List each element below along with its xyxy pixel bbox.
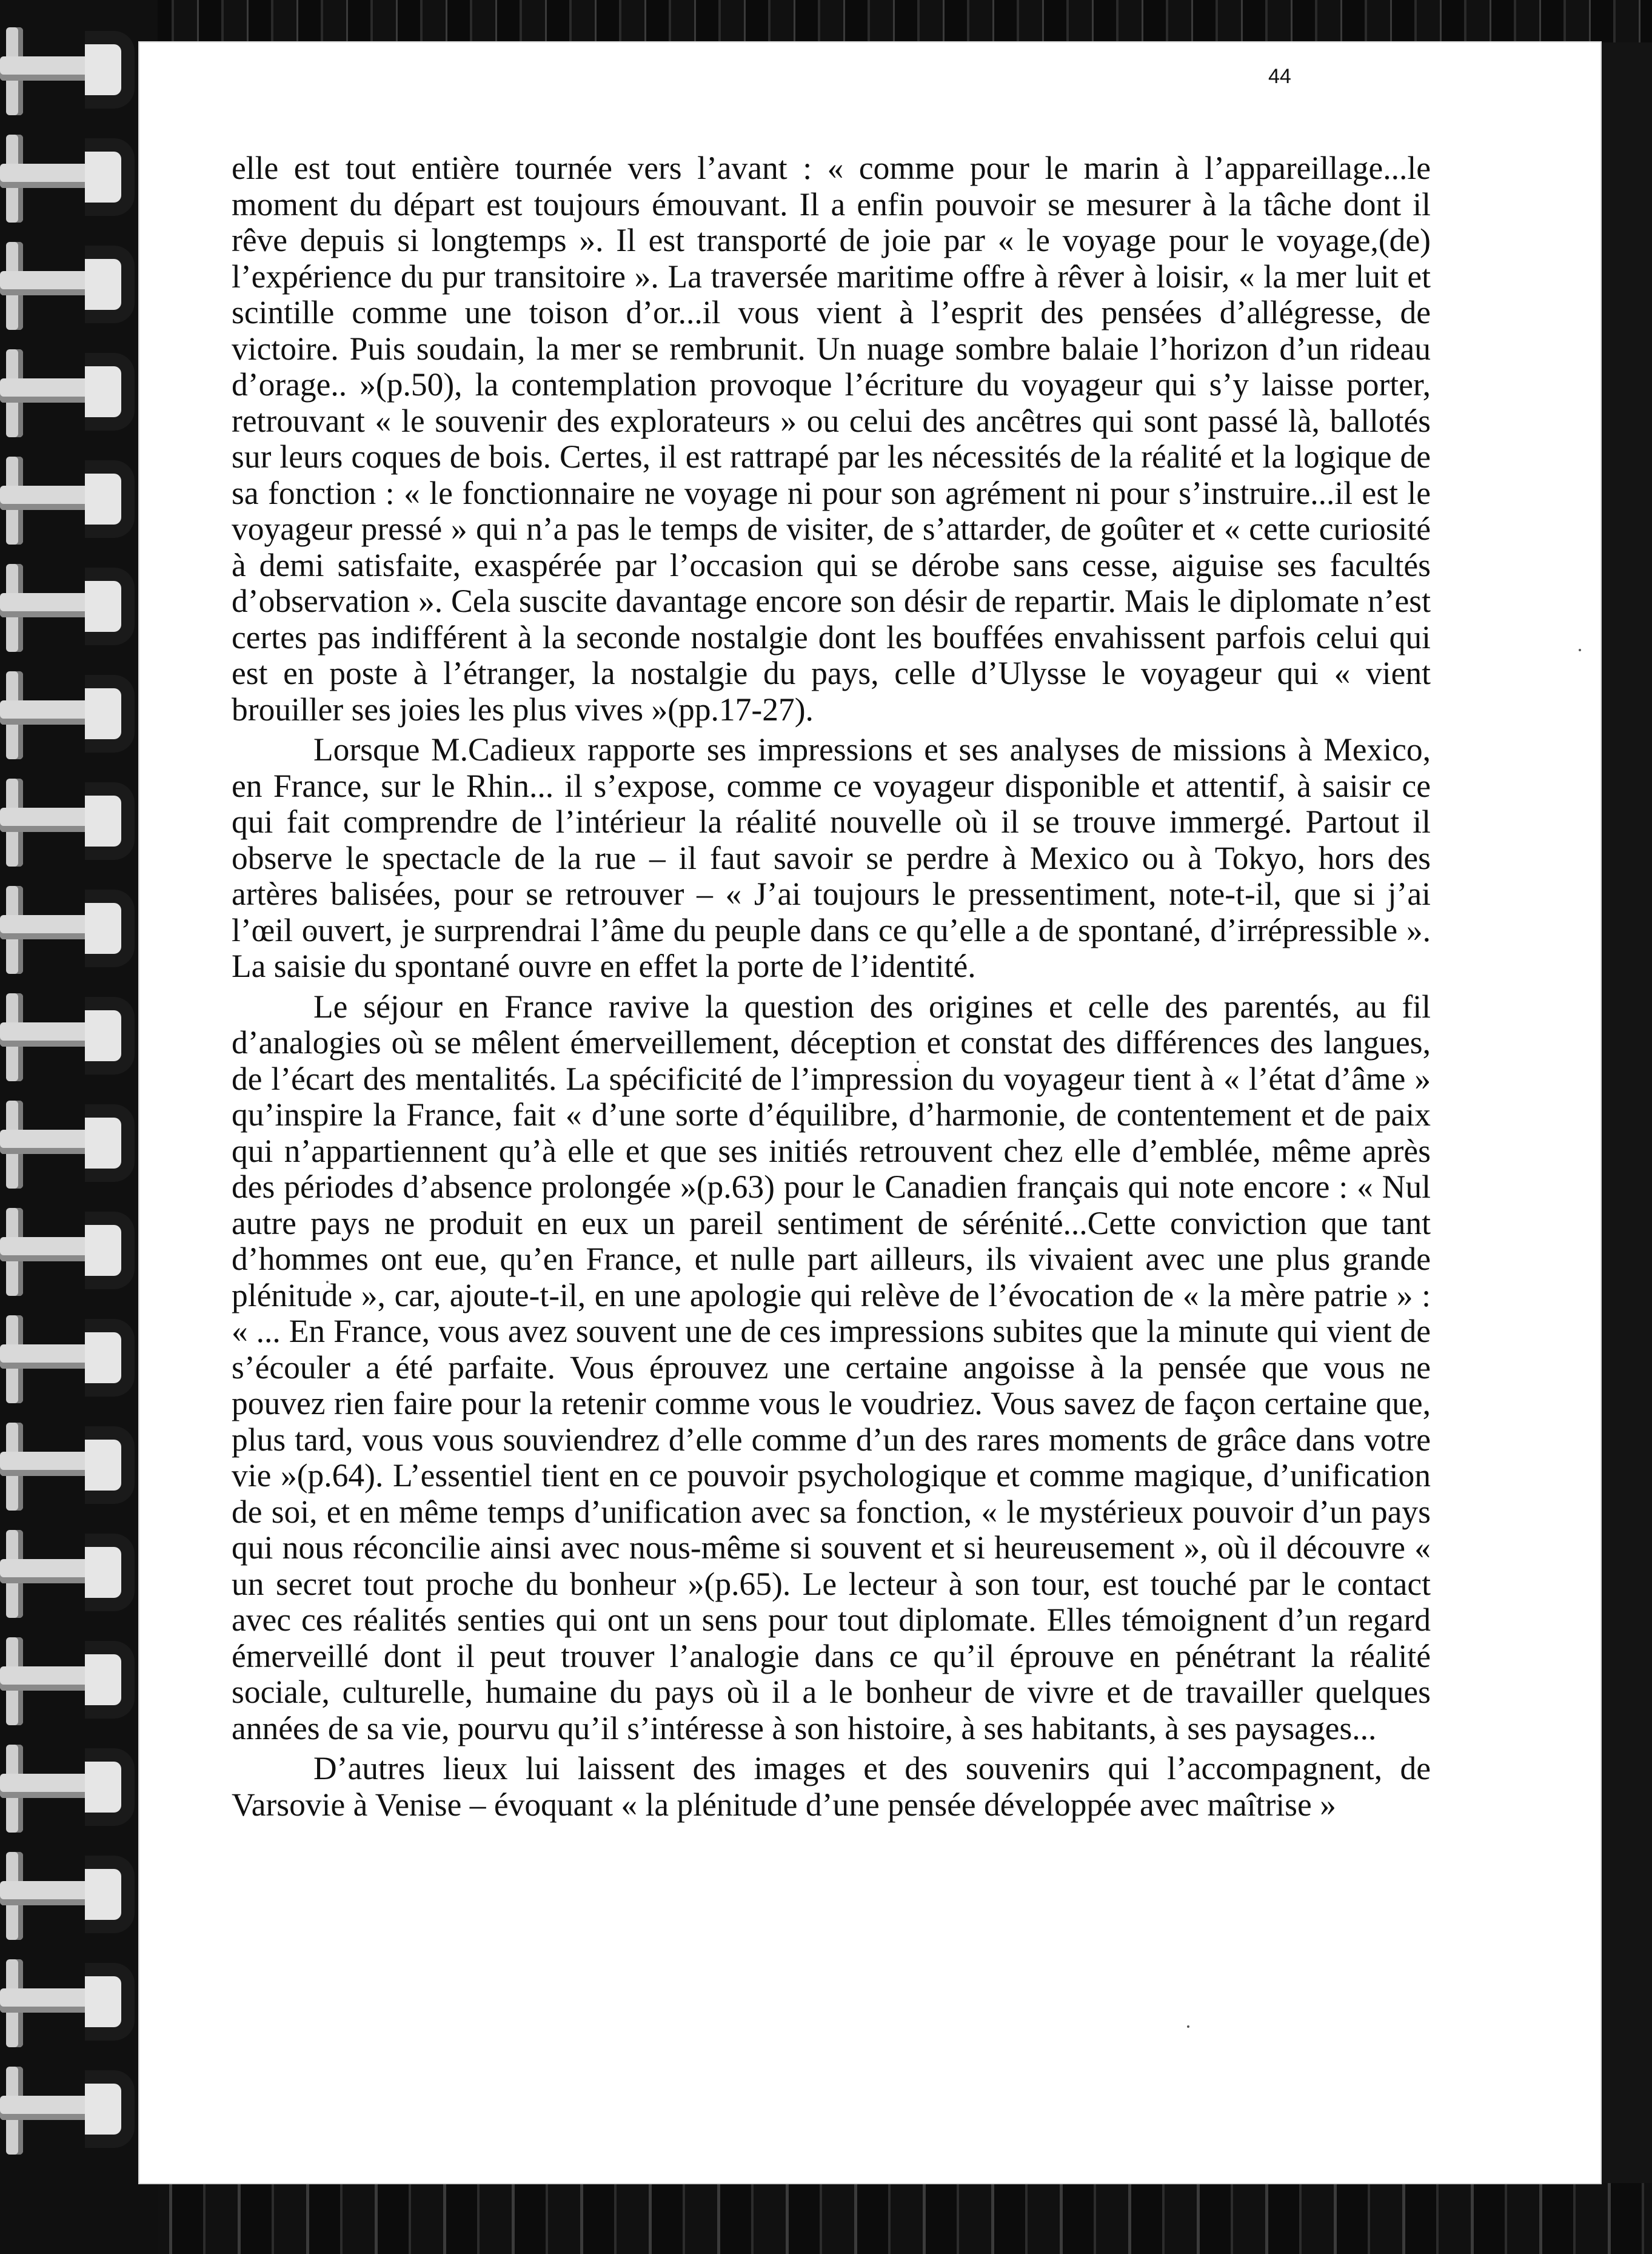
binding-coil (0, 779, 142, 867)
binding-coil (0, 1852, 142, 1940)
paragraph: elle est tout entière tournée vers l’avant : « comme pour le marin à l’appareillage...le moment du départ est toujours émouvant. Il a enfin pouvoir se mesurer à la tâche dont il rêve depuis si longtemps ». Il est transporté de joie par « le voyage pour le voyage,(de) l’expérience du pur transitoire ». La traversée maritime offre à rêver à loisir, « la mer luit et scintille comme une toison d’or...il vous vient à l’esprit des pensées d’allégresse, de victoire. Puis soudain, la mer se rembrunit. Un nuage sombre balaie l’horizon d’un rideau d’orage.. »(p.50), la contemplation provoque l’écriture du voyageur qui s’y laisse porter, retrouvant « le souvenir des explorateurs » ou celui des ancêtres qui sont passé là, ballotés sur leurs coques de bois. Certes, il est rattrapé par les nécessités de la réalité et la logique de sa fonction : « le fonctionnaire ne voyage ni pour son agrément ni pour s’instruire...il est le voyageur pressé » qui n’a pas le temps de visiter, de s’attarder, de goûter et « cette curiosité à demi satisfaite, exaspérée par l’occasion qui se dérobe sans cesse, aiguise ses facultés d’observation ». Cela suscite davantage encore son désir de repartir. Mais le diplomate n’est certes pas indifférent à la seconde nostalgie dont les bouffées envahissent parfois celui qui est en poste à l’étranger, la nostalgie du pays, celle d’Ulysse le voyageur qui « vient brouiller ses joies les plus vives »(pp.17-27). (232, 150, 1431, 728)
binding-coil (0, 993, 142, 1081)
binding-coil (0, 135, 142, 223)
binding-coil (0, 1959, 142, 2047)
paragraph: Lorsque M.Cadieux rapporte ses impressions et ses analyses de missions à Mexico, en France, sur le Rhin... il s’expose, comme ce voyageur disponible et attentif, à saisir ce qui fait comprendre de l’intérieur la réalité nouvelle où il se trouve immergé. Partout il observe le spectacle de la rue – il faut savoir se perdre à Mexico ou à Tokyo, hors des artères balisées, pour se retrouver – « J’ai toujours le pressentiment, note-t-il, que si j’ai l’œil ouvert, je surprendrai l’âme du peuple dans ce qu’elle a de spontané, d’irrépressible ». La saisie du spontané ouvre en effet la porte de l’identité. (232, 731, 1431, 984)
binding-coil (0, 1637, 142, 1725)
spiral-binding (0, 0, 158, 2254)
page-number: 44 (1268, 65, 1291, 88)
body-text (232, 150, 1431, 1823)
binding-coil (0, 671, 142, 759)
binding-coil (0, 349, 142, 437)
binding-coil (0, 1315, 142, 1403)
scan-border-top (0, 0, 1652, 42)
binding-coil (0, 1745, 142, 1833)
binding-coil (0, 1530, 142, 1618)
scan-border-bottom (0, 2183, 1652, 2254)
scan-speck (1187, 2025, 1189, 2028)
binding-coil (0, 564, 142, 652)
binding-coil (0, 242, 142, 330)
binding-coil (0, 27, 142, 115)
binding-coil (0, 886, 142, 974)
binding-coil (0, 457, 142, 545)
paragraph: D’autres lieux lui laissent des images et des souvenirs qui l’accompagnent, de Varsovie à Venise – évoquant « la plénitude d’une pensée développée avec maîtrise » (232, 1750, 1431, 1823)
binding-coil (0, 1101, 142, 1189)
paragraph: Le séjour en France ravive la question des origines et celle des parentés, au fil d’analogies où se mêlent émerveillement, déception et constat des différences des langues, de l’écart des mentalités. La spécificité de l’impression du voyageur tient à « l’état d’âme » qu’inspire la France, fait « d’une sorte d’équilibre, d’harmonie, de contentement et de paix qui n’appartiennent qu’à elle et que ses initiés retrouvent chez elle d’emblée, même après des périodes d’absence prolongée »(p.63) pour le Canadien français qui note encore : « Nul autre pays ne produit en eux un pareil sentiment de sérénité...Cette conviction que tant d’hommes ont eue, qu’en France, et nulle part ailleurs, ils vivaient avec une plus grande plénitude », car, ajoute-t-il, en une apologie qui relève de l’évocation de « la mère patrie » : « ... En France, vous avez souvent une de ces impressions subites que la minute qui vient de s’écouler a été parfaite. Vous éprouvez une certaine angoisse à la pensée que vous ne pouvez rien faire pour la retenir comme vous le voudriez. Vous savez de façon certaine que, plus tard, vous vous souviendrez d’elle comme d’un des rares moments de grâce dans votre vie »(p.64). L’essentiel tient en ce pouvoir psychologique et comme magique, d’unification de soi, et en même temps d’unification avec sa fonction, « le mystérieux pouvoir d’un pays qui nous réconcilie ainsi avec nous-même si souvent et si heureusement », où il découvre « un secret tout proche du bonheur »(p.65). Le lecteur à son tour, est touché par le contact avec ces réalités senties qui ont un sens pour tout diplomate. Elles témoignent d’un regard émerveillé dont il peut trouver l’analogie dans ce qu’il éprouve en pénétrant la réalité sociale, culturelle, humaine du pays où il a le bonheur de vivre et de travailler quelques années de sa vie, pourvu qu’il s’intéresse à son histoire, à ses habitants, à ses paysages... (232, 988, 1431, 1746)
scan-speck (1579, 649, 1581, 651)
binding-coil (0, 1423, 142, 1511)
binding-coil (0, 1208, 142, 1296)
binding-coil (0, 2067, 142, 2155)
